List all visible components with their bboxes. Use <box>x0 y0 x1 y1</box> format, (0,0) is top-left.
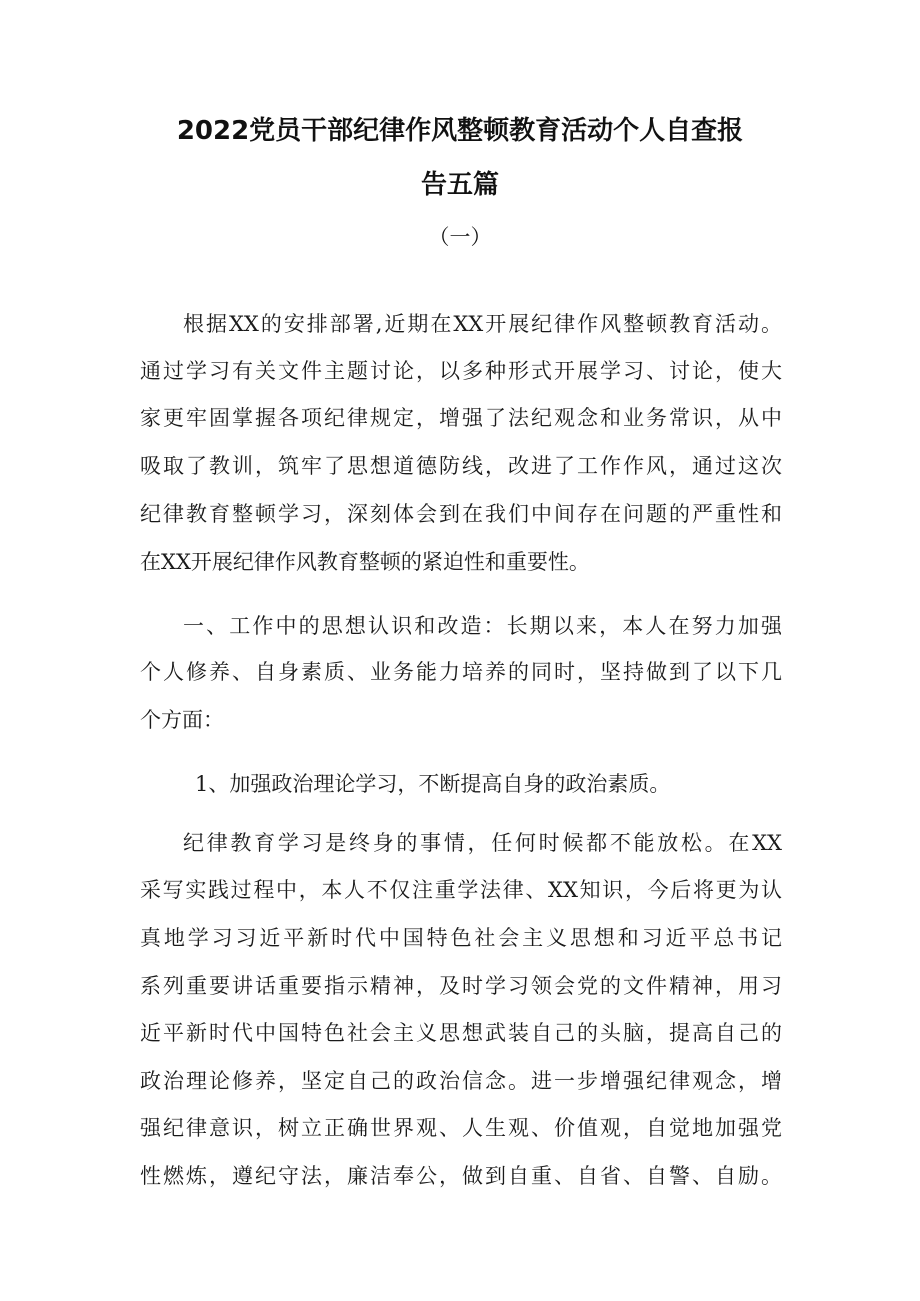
paragraph-1-line-6: 在XX开展纪律作风教育整顿的紧迫性和重要性。 <box>140 550 590 574</box>
paragraph-4-line-3: 真地学习习近平新时代中国特色社会主义思想和习近平总书记 <box>140 926 782 950</box>
section-heading: （一） <box>428 225 492 249</box>
document-title-line-1: 2022党员干部纪律作风整顿教育活动个人自查报 <box>176 116 744 146</box>
paragraph-4-line-4: 系列重要讲话重要指示精神，及时学习领会党的文件精神，用习 <box>140 974 782 998</box>
paragraph-4-line-6: 政治理论修养，坚定自己的政治信念。进一步增强纪律观念，增 <box>140 1069 782 1093</box>
paragraph-2-line-3: 个方面： <box>140 708 224 732</box>
paragraph-2-line-1: 一、工作中的思想认识和改造：长期以来，本人在努力加强 <box>183 614 782 638</box>
paragraph-4-line-2: 采写实践过程中，本人不仅注重学法律、XX知识，今后将更为认 <box>140 878 782 902</box>
paragraph-2-line-2: 个人修养、自身素质、业务能力培养的同时，坚持做到了以下几 <box>140 660 782 684</box>
paragraph-1-line-5: 纪律教育整顿学习，深刻体会到在我们中间存在问题的严重性和 <box>140 502 782 526</box>
paragraph-4-line-1: 纪律教育学习是终身的事情，任何时候都不能放松。在XX <box>183 831 782 855</box>
paragraph-1-line-2: 通过学习有关文件主题讨论，以多种形式开展学习、讨论，使大 <box>140 359 782 383</box>
paragraph-3-line-1: 1、加强政治理论学习，不断提高自身的政治素质。 <box>195 772 671 796</box>
paragraph-4-line-8: 性燃炼，遵纪守法，廉洁奉公，做到自重、自省、自警、自励。 <box>140 1164 782 1188</box>
paragraph-4-line-5: 近平新时代中国特色社会主义思想武装自己的头脑，提高自己的 <box>140 1021 782 1045</box>
document-title-line-2: 告五篇 <box>420 170 499 200</box>
paragraph-1-line-1: 根据XX的安排部署,近期在XX开展纪律作风整顿教育活动。 <box>183 312 782 336</box>
paragraph-1-line-4: 吸取了教训，筑牢了思想道德防线，改进了工作作风，通过这次 <box>140 454 782 478</box>
paragraph-1-line-3: 家更牢固掌握各项纪律规定，增强了法纪观念和业务常识，从中 <box>140 406 782 430</box>
paragraph-4-line-7: 强纪律意识，树立正确世界观、人生观、价值观，自觉地加强党 <box>140 1116 782 1140</box>
